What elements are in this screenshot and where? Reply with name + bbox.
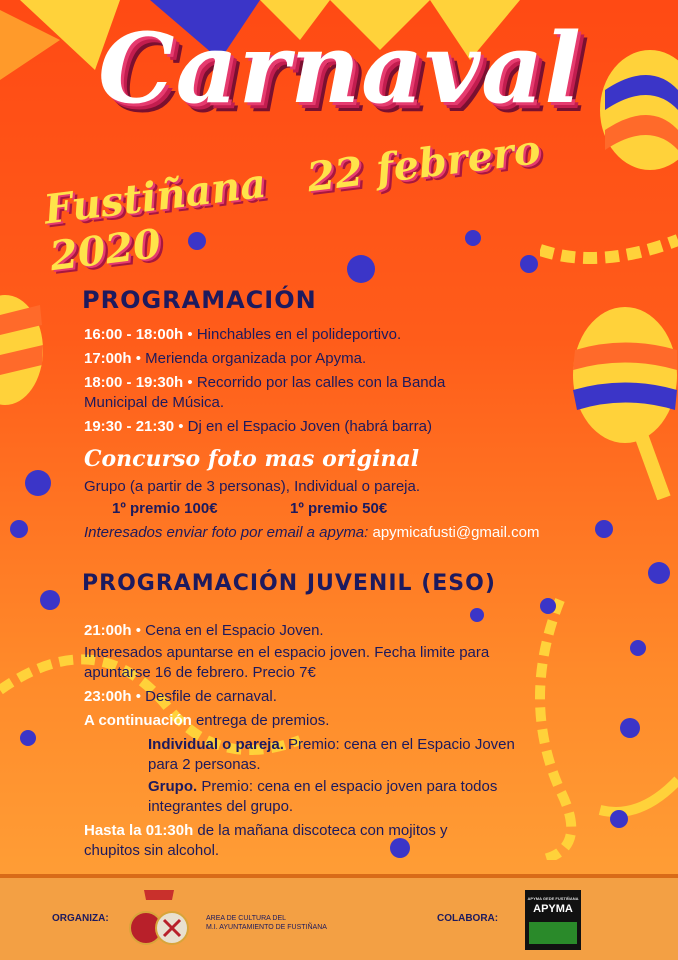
confetti-dot [610, 810, 628, 828]
apyma-logo: APYMA GEDE FUSTIÑANA APYMA [525, 890, 581, 950]
confetti-dot [595, 520, 613, 538]
schedule-item: 16:00 - 18:00h • Hinchables en el polideportivo. [84, 326, 402, 343]
second-prize: 1º premio 50€ [290, 500, 388, 517]
contest-email-line: Interesados enviar foto por email a apyma: apymicafusti@gmail.com [84, 524, 540, 541]
streamer-top-decoration [540, 230, 678, 310]
maraca-right-decoration [565, 300, 678, 500]
confetti-dot [20, 730, 36, 746]
organiza-label: ORGANIZA: [52, 913, 109, 924]
juvenil-item: integrantes del grupo. [148, 798, 294, 815]
colabora-label: COLABORA: [437, 913, 499, 924]
coat-of-arms-icon [124, 886, 194, 958]
confetti-dot [470, 608, 484, 622]
schedule-item: 18:00 - 19:30h • Recorrido por las calles con la Banda [84, 374, 446, 391]
confetti-dot [25, 470, 51, 496]
confetti-dot [465, 230, 481, 246]
contest-email-link[interactable]: apymicafusti@gmail.com [372, 524, 540, 541]
juvenil-item: 21:00h • Cena en el Espacio Joven. [84, 622, 324, 639]
schedule-item: Municipal de Música. [84, 394, 225, 411]
confetti-dot [10, 520, 28, 538]
confetti-dot [40, 590, 60, 610]
juvenil-item: Grupo. Premio: cena en el espacio joven para todos [148, 778, 498, 795]
confetti-dot [648, 562, 670, 584]
maraca-left-decoration [0, 295, 45, 405]
confetti-dot [620, 718, 640, 738]
contest-heading: Concurso foto mas original [84, 446, 420, 472]
juvenil-item: para 2 personas. [148, 756, 261, 773]
juvenil-item: Individual o pareja. Premio: cena en el Espacio Joven [148, 736, 515, 753]
confetti-dot [347, 255, 375, 283]
confetti-dot [520, 255, 538, 273]
first-prize: 1º premio 100€ [112, 500, 218, 517]
streamer-decoration [0, 560, 678, 860]
juvenil-heading: PROGRAMACIÓN JUVENIL (ESO) [82, 571, 496, 596]
confetti-dot [630, 640, 646, 656]
juvenil-item: chupitos sin alcohol. [84, 842, 220, 859]
confetti-dot [390, 838, 410, 858]
juvenil-item: A continuación entrega de premios. [84, 712, 330, 729]
juvenil-item: apuntarse 16 de febrero. Precio 7€ [84, 664, 316, 681]
schedule-item: 19:30 - 21:30 • Dj en el Espacio Joven (habrá barra) [84, 418, 432, 435]
footer [0, 874, 678, 960]
organizer-name: AREA DE CULTURA DEL M.I. AYUNTAMIENTO DE FUSTIÑANA [206, 915, 327, 931]
contest-groups: Grupo (a partir de 3 personas), Individual o pareja. [84, 478, 421, 495]
programacion-heading: PROGRAMACIÓN [82, 286, 317, 314]
juvenil-item: Interesados apuntarse en el espacio joven. Fecha limite para [84, 644, 490, 661]
event-date: 22 febrero 2020 [47, 126, 543, 281]
confetti-dot [540, 598, 556, 614]
juvenil-item: Hasta la 01:30h de la mañana discoteca con mojitos y [84, 822, 448, 839]
apyma-logo-graphic [529, 922, 577, 944]
juvenil-item: 23:00h • Desfile de carnaval. [84, 688, 277, 705]
poster-title: Carnaval [98, 12, 582, 125]
schedule-item: 17:00h • Merienda organizada por Apyma. [84, 350, 367, 367]
town-name: Fustiñana [41, 159, 269, 234]
